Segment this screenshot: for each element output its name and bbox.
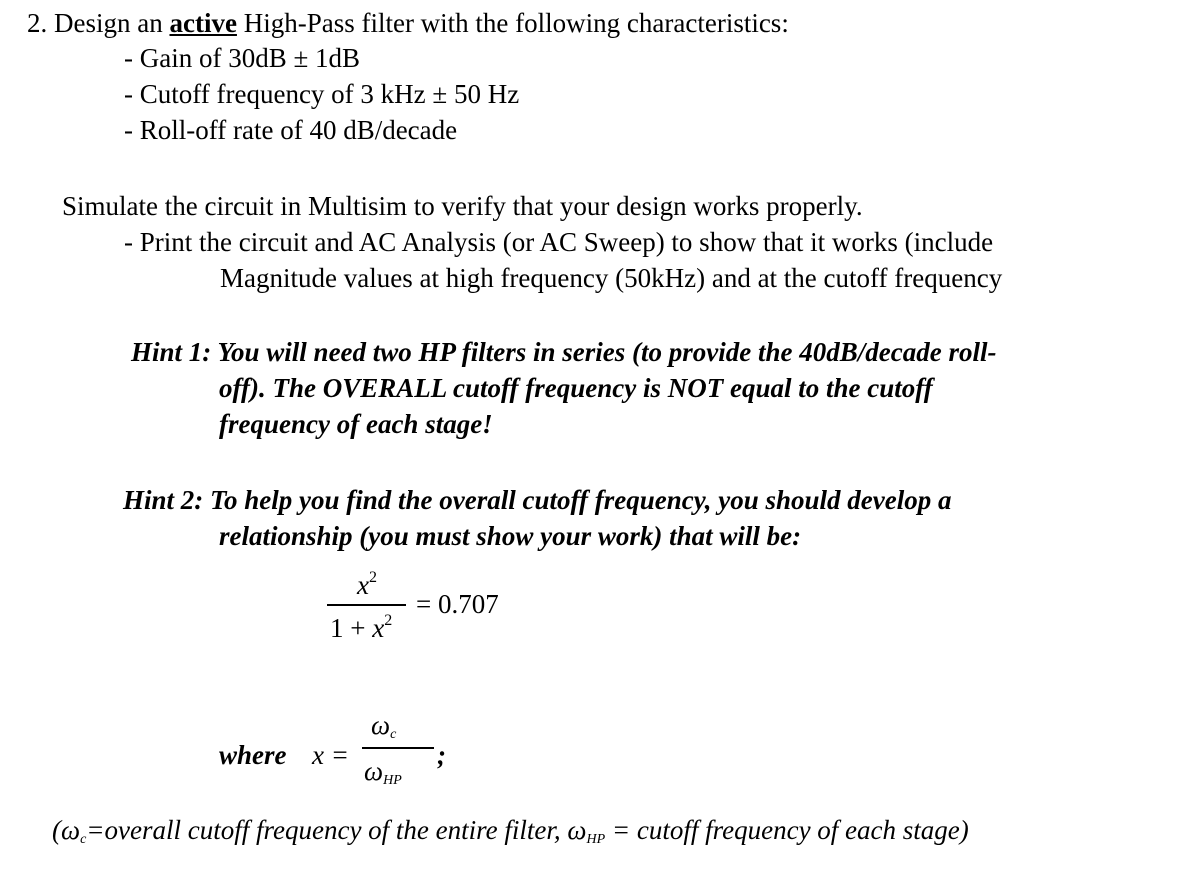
problem-intro — [27, 10, 789, 37]
hint1-line1: Hint 1: You will need two HP filters in series (to provide the 40dB/decade roll- — [131, 337, 997, 367]
omega-hp-denominator: $\omega_{HP}$ — [364, 756, 402, 788]
hint2-line2: relationship (you must show your work) that will be: — [219, 521, 802, 551]
spec-gain: - Gain of 30dB ± 1dB — [124, 43, 361, 73]
simulation-bullet-line2: Magnitude values at high frequency (50kHz) and at the cutoff frequency — [220, 263, 1003, 293]
definitions-footnote: ($\omega_c=overall$ cutoff frequency of the entire filter, $\omega_{HP}$ = cutoff frequency of each stage) — [52, 815, 969, 847]
equation-rhs: = 0.707 — [416, 589, 499, 619]
problem-number: 2. — [27, 8, 48, 38]
intro-post: High-Pass filter with the following characteristics: — [243, 8, 789, 38]
spec-rolloff: - Roll-off rate of 40 dB/decade — [124, 115, 458, 145]
fraction-bar — [327, 604, 406, 606]
omega-c-symbol: ω — [61, 815, 81, 845]
omega-fraction-bar — [362, 747, 434, 749]
hint1-line3: frequency of each stage! — [219, 409, 493, 439]
intro-emphasis: active — [169, 8, 237, 38]
simulation-bullet-line1: - Print the circuit and AC Analysis (or AC Sweep) to show that it works (include — [124, 227, 994, 257]
equation2-semicolon: ; — [437, 740, 446, 770]
where-label: where — [219, 740, 287, 770]
equation-denominator: $1 + x^2$ — [330, 612, 393, 643]
simulation-instruction: Simulate the circuit in Multisim to verify that your design works properly. — [62, 191, 863, 221]
spec-cutoff: - Cutoff frequency of 3 kHz ± 50 Hz — [124, 79, 520, 109]
hint2-line1: Hint 2: To help you find the overall cutoff frequency, you should develop a — [123, 485, 952, 515]
equation2-lhs: x = — [312, 740, 349, 770]
omega-c-numerator: $\omega_c$ — [371, 710, 397, 742]
omega-hp-symbol: ω — [567, 815, 587, 845]
equation-numerator: $x^2$ — [357, 569, 377, 600]
hint1-line2: off). The OVERALL cutoff frequency is NOT equal to the cutoff — [219, 373, 933, 403]
intro-pre: Design an — [54, 8, 163, 38]
